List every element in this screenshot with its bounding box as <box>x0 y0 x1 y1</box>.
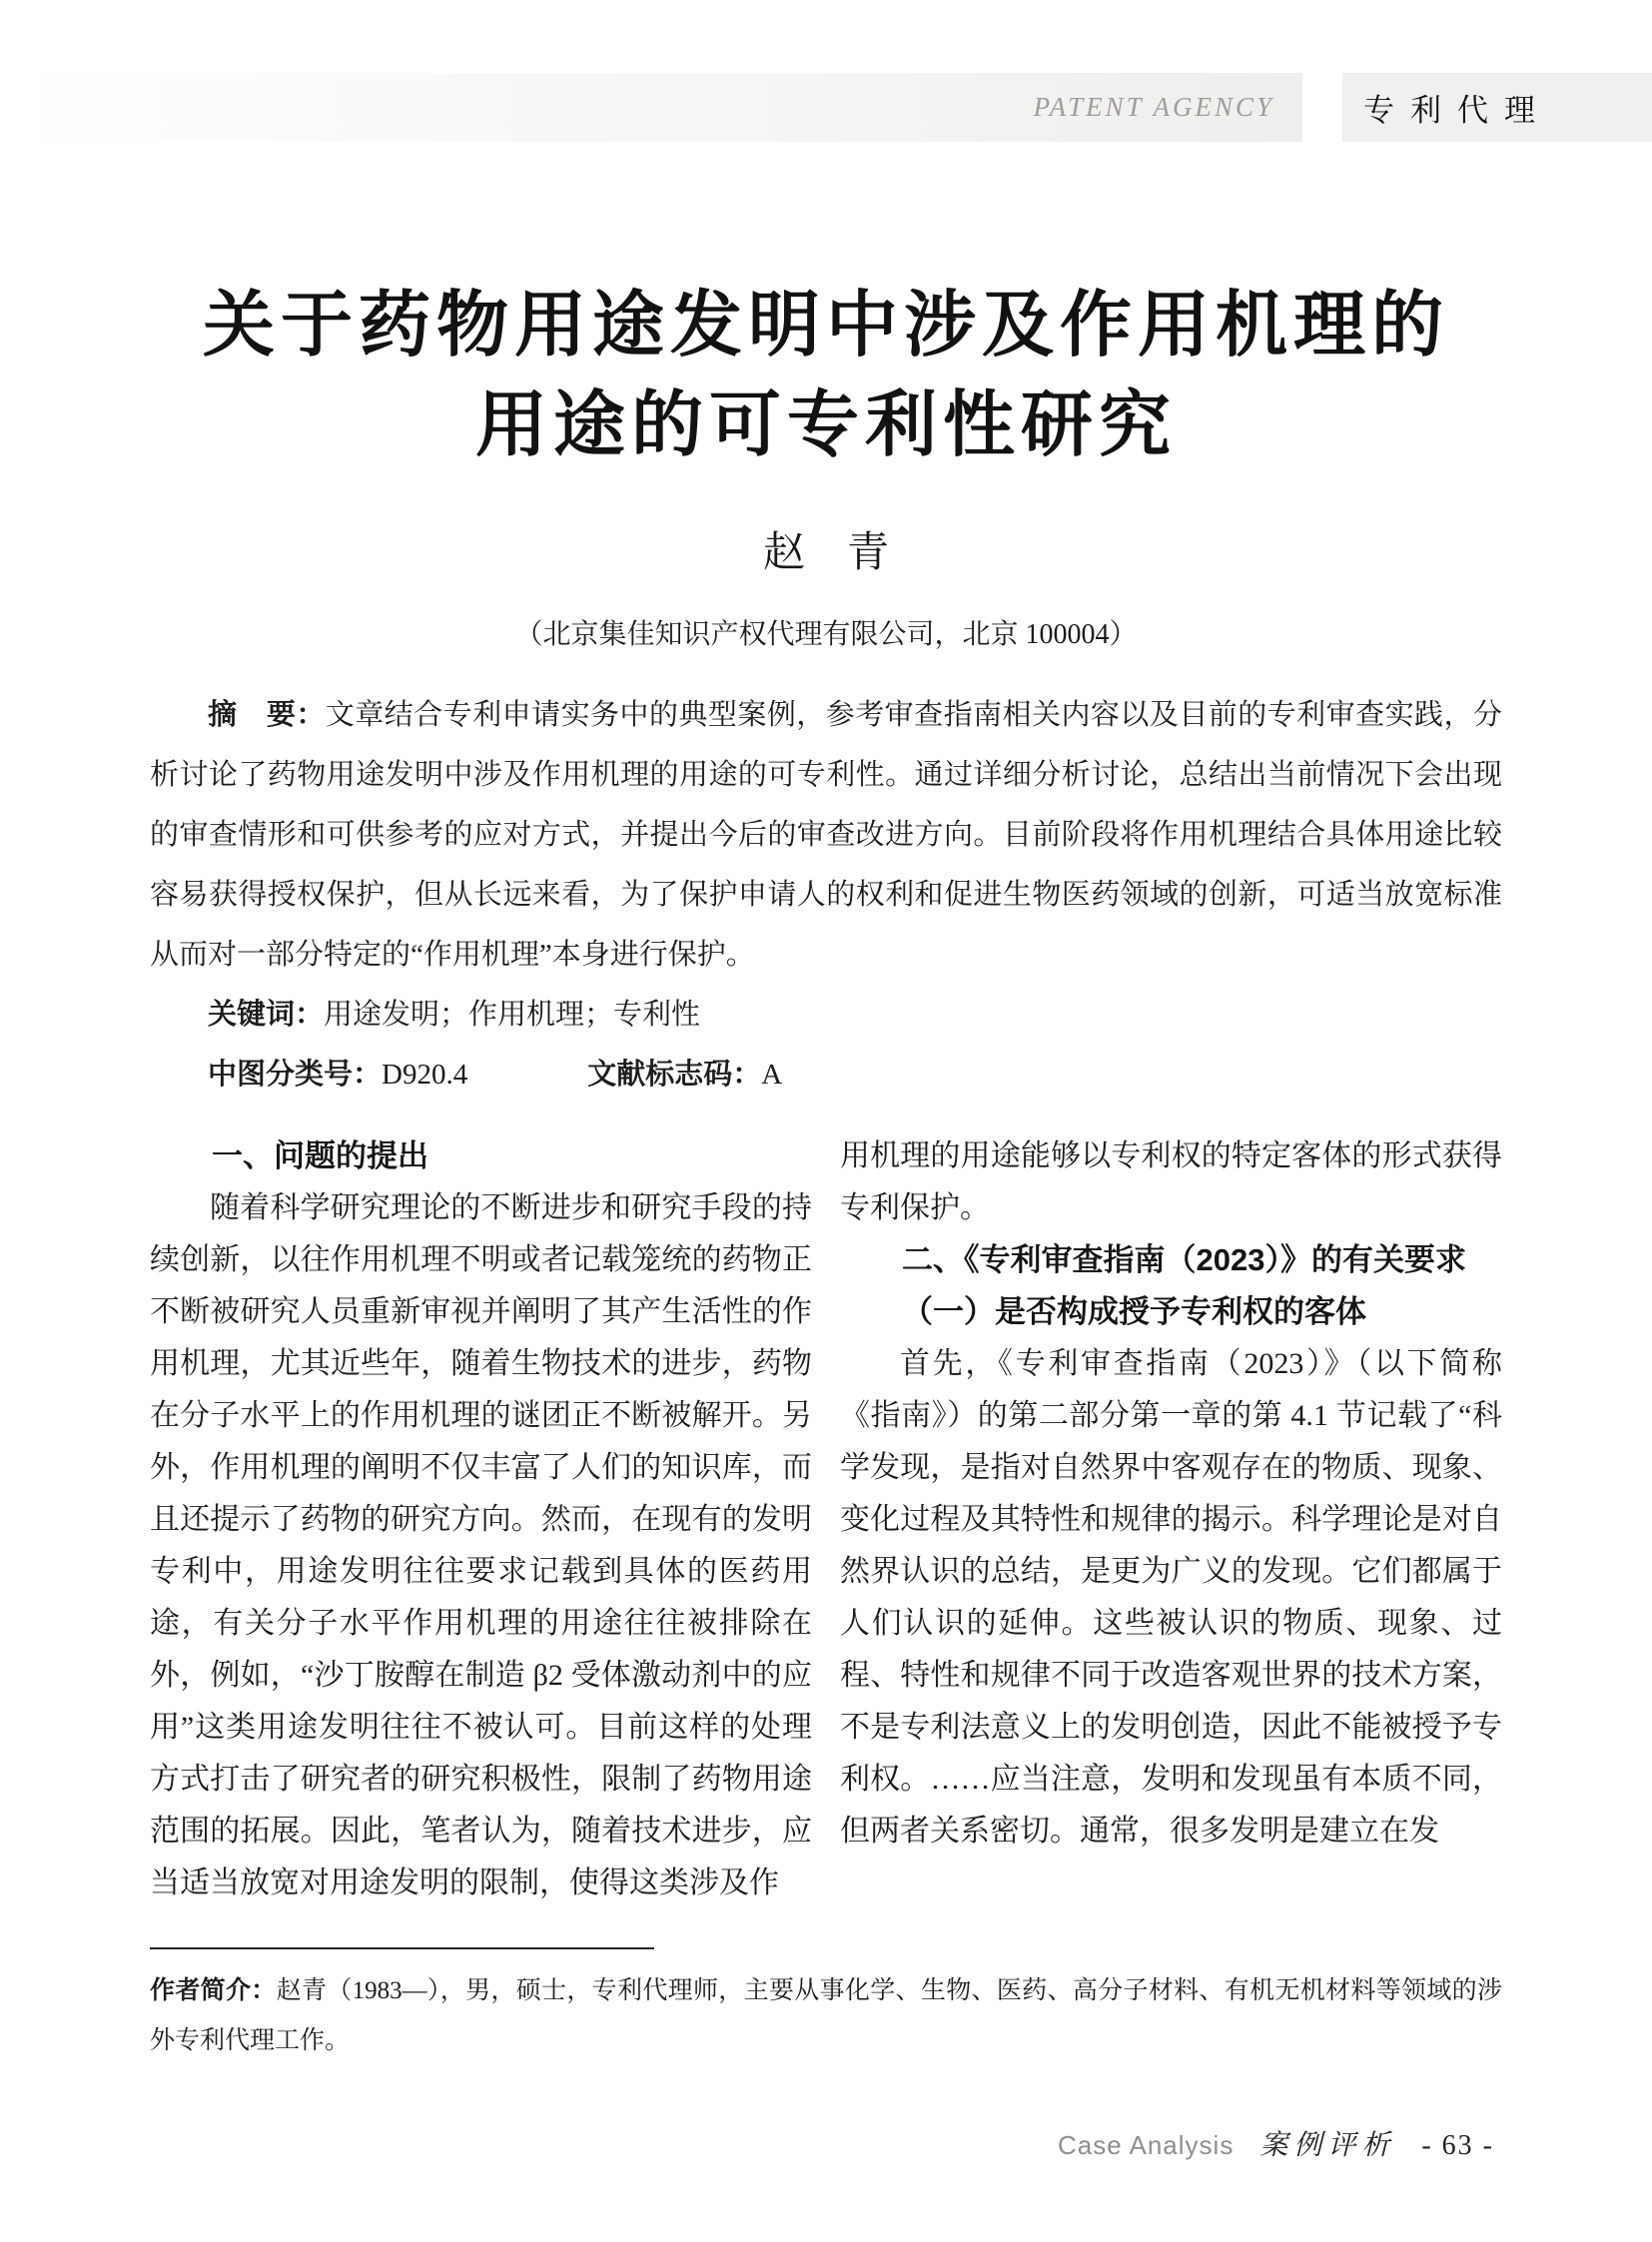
page-footer <box>1058 2123 1494 2163</box>
left-paragraph: 随着科学研究理论的不断进步和研究手段的持续创新，以往作用机理不明或者记载笼统的药物正不断被研究人员重新审视并阐明了其产生活性的作用机理，尤其近些年，随着生物技术的进步，药物在分子水平上的作用机理的谜团正不断被解开。另外，作用机理的阐明不仅丰富了人们的知识库，而且还提示了药物的研究方向。然而，在现有的发明专利中，用途发明往往要求记载到具体的医药用途，有关分子水平作用机理的用途往往被排除在外，例如，“沙丁胺醇在制造 β2 受体激动剂中的应用”这类用途发明往往不被认可。目前这样的处理方式打击了研究者的研究积极性，限制了药物用途范围的拓展。因此，笔者认为，随着技术进步，应当适当放宽对用途发明的限制，使得这类涉及作 <box>150 1191 812 1899</box>
title-line-1: 关于药物用途发明中涉及作用机理的 <box>202 286 1449 366</box>
body-columns <box>150 1130 1502 1909</box>
doc-code-value: A <box>761 1059 783 1091</box>
left-column <box>150 1130 812 1909</box>
footer-section-en: Case Analysis <box>1058 2130 1235 2160</box>
classification-row <box>150 1045 1502 1105</box>
footnote-divider <box>150 1947 654 1949</box>
section-badge: 专利代理 <box>1342 73 1652 142</box>
keywords-text: 用途发明；作用机理；专利性 <box>324 999 701 1031</box>
article-title <box>0 276 1652 475</box>
section-heading-1: 一、问题的提出 <box>212 1138 428 1173</box>
keywords-label: 关键词： <box>208 999 325 1031</box>
continued-paragraph: 用机理的用途能够以专利权的特定客体的形式获得专利保护。 <box>840 1139 1502 1224</box>
abstract <box>150 685 1502 985</box>
footnote <box>150 1965 1502 2066</box>
journal-name-en: PATENT AGENCY <box>1033 92 1274 122</box>
keywords-row <box>150 985 1502 1045</box>
header-bar <box>40 73 1302 142</box>
footer-section-cn: 案例评析 <box>1259 2130 1396 2161</box>
author-affiliation: （北京集佳知识产权代理有限公司，北京 100004） <box>514 619 1138 650</box>
clc-value: D920.4 <box>382 1059 468 1091</box>
right-paragraph: 首先，《专利审查指南（2023）》（以下简称《指南》）的第二部分第一章的第 4.1 节记载了“科学发现，是指对自然界中客观存在的物质、现象、变化过程及其特性和规律的揭示。科学理论是对自然界认识的总结，是更为广义的发现。它们都属于人们认识的延伸。这些被认识的物质、现象、过程、特性和规律不同于改造客观世界的技术方案，不是专利法意义上的发明创造，因此不能被授予专利权。……应当注意，发明和发现虽有本质不同，但两者关系密切。通常，很多发明是建立在发 <box>840 1347 1502 1848</box>
abstract-text: 文章结合专利申请实务中的典型案例，参考审查指南相关内容以及目前的专利审查实践，分析讨论了药物用途发明中涉及作用机理的用途的可专利性。通过详细分析讨论，总结出当前情况下会出现的审查情形和可供参考的应对方式，并提出今后的审查改进方向。目前阶段将作用机理结合具体用途比较容易获得授权保护，但从长远来看，为了保护申请人的权利和促进生物医药领域的创新，可适当放宽标准从而对一部分特定的“作用机理”本身进行保护。 <box>150 699 1502 971</box>
footnote-label: 作者简介： <box>150 1976 277 2004</box>
author-name: 赵 青 <box>762 530 889 576</box>
abstract-label: 摘 要： <box>208 699 326 731</box>
footnote-text: 赵青（1983—），男，硕士，专利代理师，主要从事化学、生物、医药、高分子材料、有机无机材料等领域的涉外专利代理工作。 <box>150 1977 1502 2054</box>
clc-label: 中图分类号： <box>208 1059 383 1091</box>
doc-code-label: 文献标志码： <box>587 1059 762 1091</box>
title-line-2: 用途的可专利性研究 <box>474 385 1177 465</box>
subsection-heading-2-1: （一）是否构成授予专利权的客体 <box>902 1294 1366 1329</box>
section-heading-2: 二、《专利审查指南（2023）》的有关要求 <box>902 1242 1466 1277</box>
right-column <box>840 1130 1502 1909</box>
page-number: - 63 - <box>1421 2130 1494 2161</box>
